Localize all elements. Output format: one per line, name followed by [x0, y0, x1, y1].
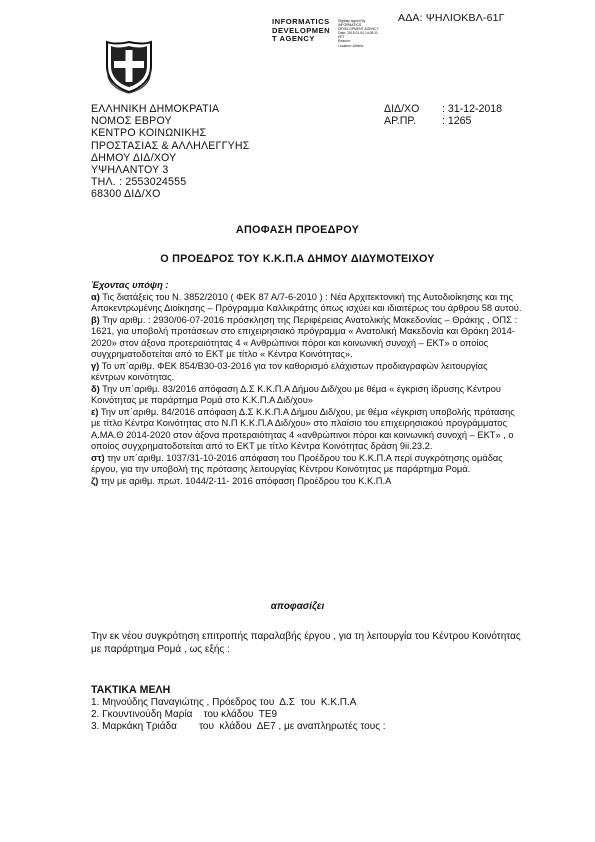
committee-intro: Την εκ νέου συγκρότηση επιτροπής παραλαβής έργου , για τη λειτουργία του Κέντρου Κοινότητας με παράρτημα Ρομά , ως εξής : [91, 631, 521, 655]
clause-text: την υπ΄αριθμ. 1037/31-10-2016 απόφαση του Προέδρου του Κ.Κ.Π.Α περί συγκρότησης ομάδας έργου, για την υποβολή της πρότασης λειτουργίας Κέντρου Κοινότητας με παράρτημα Ρομά. [91, 452, 503, 474]
ita-signature-logo [272, 17, 379, 48]
clause-mark: ε) [91, 406, 99, 417]
clause-mark: β) [91, 314, 100, 325]
signature-line: Location: Athens [338, 43, 364, 48]
signature-line: Digitally signed by [338, 19, 366, 23]
clause-text: Το υπ΄αριθμ. ΦΕΚ 854/Β30-03-2016 για τον καθορισμό ελάχιστων προδιαγραφών λειτουργίας κέντρων κοινότητας. [91, 360, 488, 382]
issuer-line: ΔΗΜΟΥ ΔΙΔ/ΧΟΥ [91, 151, 177, 164]
clause-epsilon [91, 407, 523, 453]
issuer-line: ΚΕΝΤΡΟ ΚΟΙΝΩΝΙΚΗΣ [91, 127, 207, 140]
clause-mark: δ) [91, 383, 100, 394]
protocol-label: ΑΡ.ΠΡ. [384, 115, 417, 128]
member-item: 1. Μηνούδης Παναγιώτης , Πρόεδρος του Δ.Σ του Κ.Κ.Π.Α [91, 697, 357, 708]
protocol-value: : 1265 [442, 115, 472, 128]
ita-line: INFORMATICS [272, 17, 330, 26]
signature-line: EET [338, 35, 345, 40]
clause-beta [91, 315, 523, 361]
clause-stigma [91, 453, 523, 476]
signature-line: Reason: [338, 39, 351, 44]
clause-mark: στ) [91, 452, 105, 463]
ada-code: ΑΔΑ: ΨΗΛΙΟΚΒΛ-61Γ [398, 12, 505, 24]
ita-line: DEVELOPMEN [272, 25, 331, 35]
date-protocol-block [384, 103, 502, 127]
signature-line: INFORMATICS [338, 23, 362, 28]
regular-members-heading: ΤΑΚΤΙΚΑ ΜΕΛΗ [91, 684, 171, 696]
issuer-address-block [91, 103, 249, 201]
clause-text: Την υπ΄αριθμ. 84/2016 απόφαση Δ.Σ Κ.Κ.Π.Α Δήμου Διδ/χου, με θέμα «έγκριση υποβολής πρότασης με τίτλο Κέντρα Κοινότητας στο Ν.Π Κ.Κ.Π.Α Διδ/χου» στο πλαίσιο του επιχειρησιακού προγράμματος Α.ΜΑ.Θ 2014-2020 στον άξονα προτεραιότητας 4 «ανθρώπινοι πόροι και κοινωνική συνοχή – ΕΚΤ» , ο οποίος συγχρηματοδοτείται από το ΕΚΤ με τίτλο Κέντρα Κοινότητας δράση 9ii.23.2. [91, 406, 515, 451]
date-label: ΔΙΔ/ΧΟ [384, 103, 420, 115]
president-title: Ο ΠΡΟΕΔΡΟΣ ΤΟΥ Κ.Κ.Π.Α ΔΗΜΟΥ ΔΙΔΥΜΟΤΕΙΧΟΥ [160, 253, 435, 265]
considerations-block [91, 280, 523, 487]
decides-heading: αποφασίζει [270, 601, 325, 612]
clause-zeta [91, 476, 523, 488]
signature-line: Date: 2019.01.04 14:08:11 [338, 31, 378, 36]
signature-details [338, 19, 379, 48]
clause-text: Τις διατάξεις του Ν. 3852/2010 ( ΦΕΚ 87 Α/7-6-2010 ) : Νέα Αρχιτεκτονική της Αυτοδιοίκησης και της Αποκεντρωμένης Διοίκησης – Πρόγραμμα Καλλικράτης όπως ισχύει και ιδιαιτέρως του άρθρου 58 αυτού. [91, 291, 522, 313]
clause-mark: γ) [91, 360, 100, 371]
decision-title: ΑΠΟΦΑΣΗ ΠΡΟΕΔΡΟΥ [235, 224, 360, 236]
clause-delta [91, 384, 523, 407]
issuer-line: ΠΡΟΣΤΑΣΙΑΣ & ΑΛΛΗΛΕΓΓΥΗΣ [91, 139, 250, 152]
issuer-line: ΝΟΜΟΣ ΕΒΡΟΥ [91, 115, 172, 128]
issuer-line: ΕΛΛΗΝΙΚΗ ΔΗΜΟΚΡΑΤΙΑ [91, 103, 220, 115]
issuer-line: ΤΗΛ. : 2553024555 [91, 176, 187, 189]
clause-text: Την αριθμ. : 2930/06-07-2016 πρόσκληση της Περιφέρειας Ανατολικής Μακεδονίας – Θράκης , ΟΠΣ : 1621, για υποβολή προτάσεων στο επιχειρησιακό πρόγραμμα « Ανατολική Μακεδονία και Θράκη 2014-2020» στον άξονα προτεραιότητας 4 « Ανθρώπινοι πόροι και κοινωνική συνοχή – ΕΚΤ» ο οποίος συγχρηματοδοτείται από το ΕΚΤ με τίτλο « Κέντρα Κοινότητας». [91, 314, 518, 359]
member-item: 2. Γκουντινούδη Μαρία του κλάδου ΤΕ9 [91, 709, 278, 721]
date-value: : 31-12-2018 [442, 103, 503, 115]
issuer-line: ΥΨΗΛΑΝΤΟΥ 3 [91, 164, 169, 177]
clause-alpha [91, 292, 523, 315]
members-list [91, 697, 386, 734]
clause-text: την με αριθμ. πρωτ. 1044/2-11- 2016 απόφαση Προέδρου του Κ.Κ.Π.Α [98, 475, 392, 486]
given-heading: Έχοντας υπόψη : [91, 280, 169, 290]
greek-coat-of-arms-icon [104, 40, 154, 94]
clause-text: Την υπ΄αριθμ. 83/2016 απόφαση Δ.Σ Κ.Κ.Π.Α Δήμου Διδ/χου με θέμα « έγκριση ίδρυσης Κέντρου Κοινότητας με παράρτημα Ρομά στο Κ.Κ.Π.Α Διδ/χου» [91, 383, 501, 405]
clause-mark: α) [91, 291, 100, 302]
member-item: 3. Μαρκάκη Τριάδα του κλάδου ΔΕ7 , με αναπληρωτές τους : [91, 721, 386, 733]
clause-gamma [91, 361, 523, 384]
clause-mark: ζ) [91, 475, 99, 486]
ita-line: T AGENCY [272, 34, 315, 44]
signature-line: DEVELOPMENT AGENCY [338, 27, 379, 32]
issuer-line: 68300 ΔΙΔ/ΧΟ [91, 188, 161, 201]
